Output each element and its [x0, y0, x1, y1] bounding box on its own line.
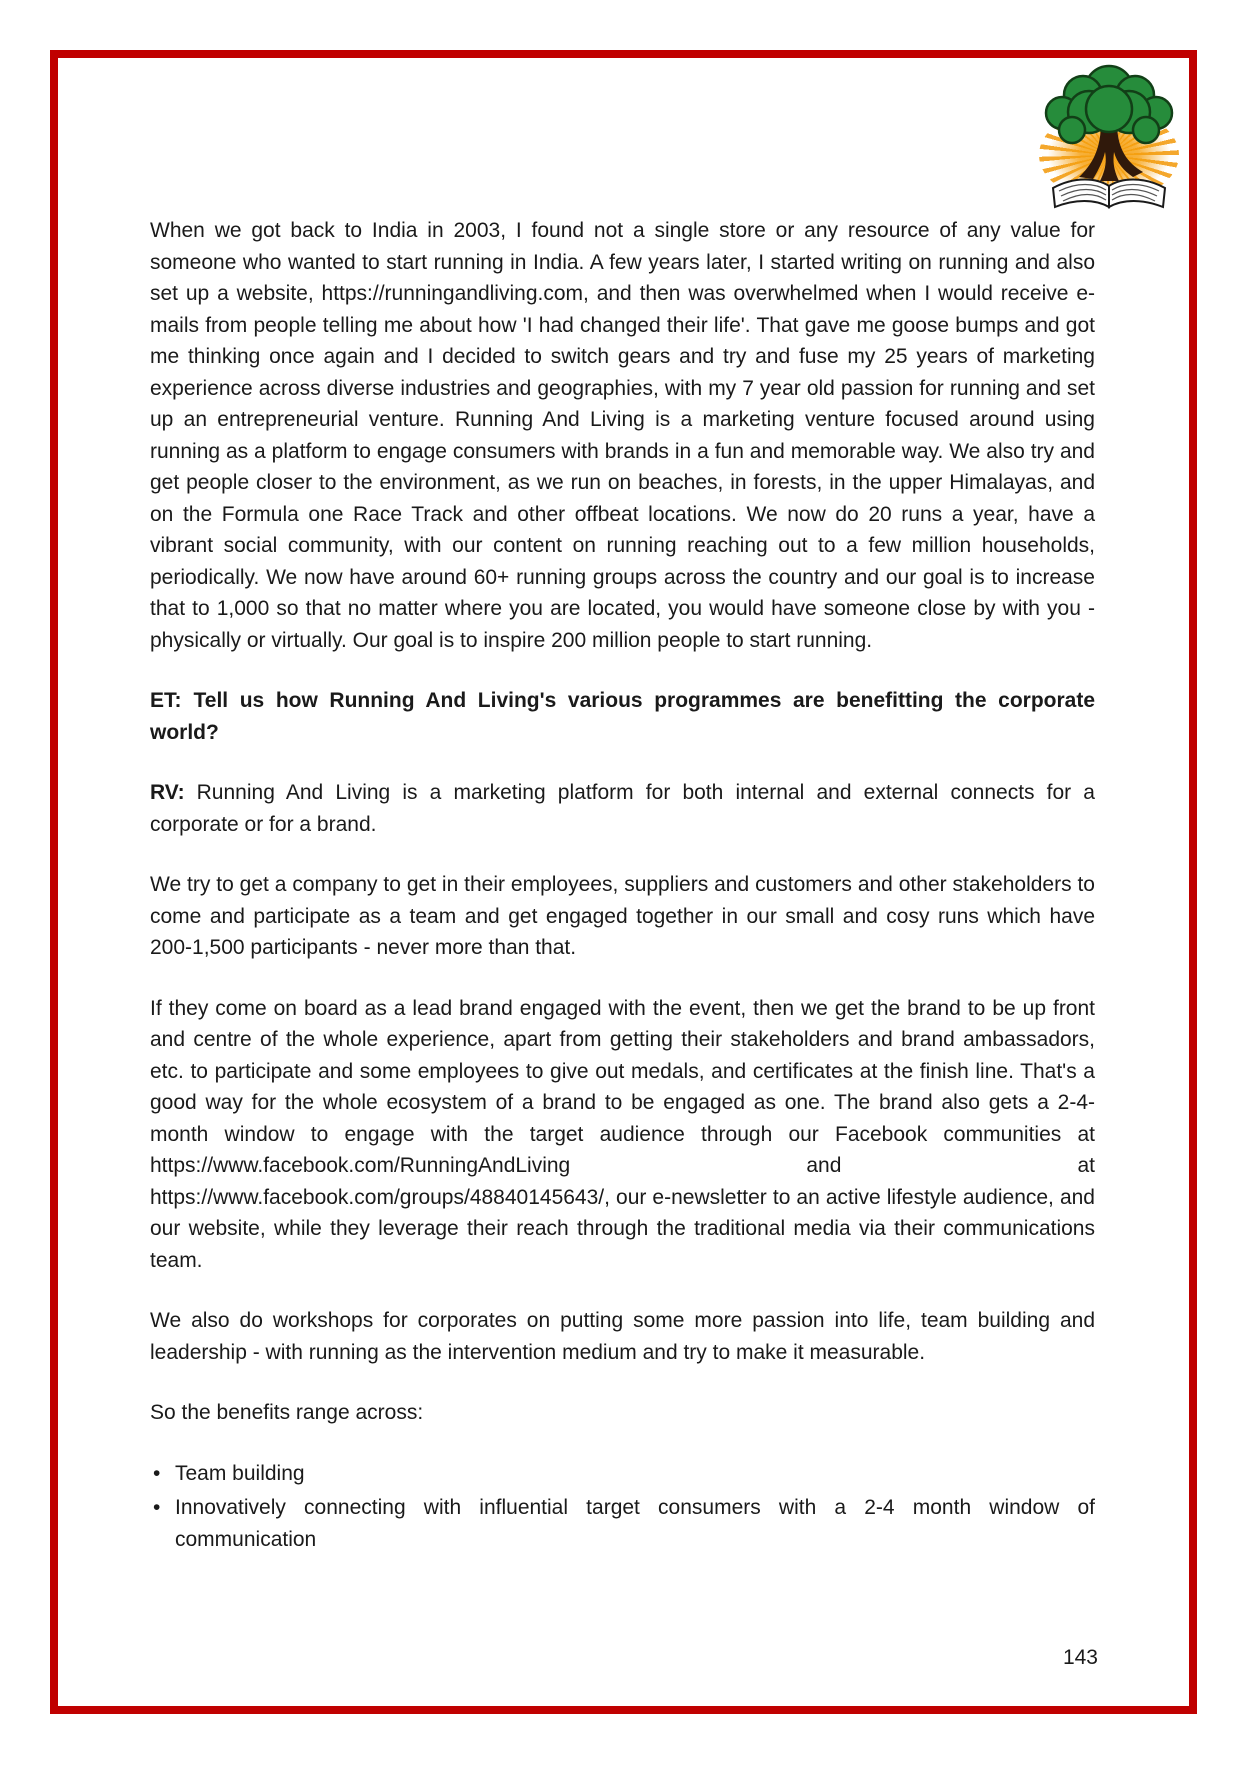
list-item: • Team building — [150, 1458, 1095, 1490]
workshops-paragraph: We also do workshops for corporates on putting some more passion into life, team building and leadership - with running as the intervention medium and try to make it measurable. — [150, 1309, 1095, 1364]
rv-answer-lead-paragraph — [150, 777, 1095, 840]
benefits-list — [150, 1458, 1095, 1556]
rv-answer-text: Running And Living is a marketing platform for both internal and external connects for a corporate or for a brand. — [150, 781, 1095, 836]
page-border-frame — [50, 50, 1197, 1714]
company-engagement-paragraph: We try to get a company to get in their employees, suppliers and customers and other stakeholders to come and participate as a team and get engaged together in our small and cosy runs which have 200-1,500 participants - never more than that. — [150, 873, 1095, 959]
interviewer-label: ET: — [150, 689, 182, 712]
list-item: • Innovatively connecting with influential target consumers with a 2-4 month window of communication — [150, 1492, 1095, 1555]
page-content — [150, 215, 1095, 1558]
tree-book-icon — [1031, 64, 1187, 216]
intro-paragraph: When we got back to India in 2003, I found not a single store or any resource of any value for someone who wanted to start running in India. A few years later, I started writing on running and also set up a website, https://runningandliving.com, and then was overwhelmed when I would receive e-mails from people telling me about how 'I had changed their life'. That gave me goose bumps and got me thinking once again and I decided to switch gears and try and fuse my 25 years of marketing experience across diverse industries and geographies, with my 7 year old passion for running and set up an entrepreneurial venture. Running And Living is a marketing venture focused around using running as a platform to engage consumers with brands in a fun and memorable way. We also try and get people closer to the environment, as we run on beaches, in forests, in the upper Himalayas, and on the Formula one Race Track and other offbeat locations. We now do 20 runs a year, have a vibrant social community, with our content on running reaching out to a few million households, periodically. We now have around 60+ running groups across the country and our goal is to increase that to 1,000 so that no matter where you are located, you would have someone close by with you - physically or virtually. Our goal is to inspire 200 million people to start running. — [150, 219, 1095, 652]
brand-engagement-paragraph: If they come on board as a lead brand engaged with the event, then we get the brand to be up front and centre of the whole experience, apart from getting their stakeholders and brand ambassadors, etc. to participate and some employees to give out medals, and certificates at the finish line. That's a good way for the whole ecosystem of a brand to be engaged as one. The brand also gets a 2-4-month window to engage with the target audience through our Facebook communities at https://www.facebook.com/RunningAndLiving and at https://www.facebook.com/groups/48840145643/, our e-newsletter to an active lifestyle audience, and our website, while they leverage their reach through the traditional media via their communications team. — [150, 996, 1095, 1272]
et-question — [150, 685, 1095, 748]
benefits-intro-line: So the benefits range across: — [150, 1401, 424, 1424]
page-number: 143 — [1062, 1646, 1098, 1669]
interviewee-label: RV: — [150, 781, 185, 804]
logo — [1031, 64, 1187, 216]
et-question-text: Tell us how Running And Living's various programmes are benefitting the corporate world? — [150, 689, 1095, 744]
